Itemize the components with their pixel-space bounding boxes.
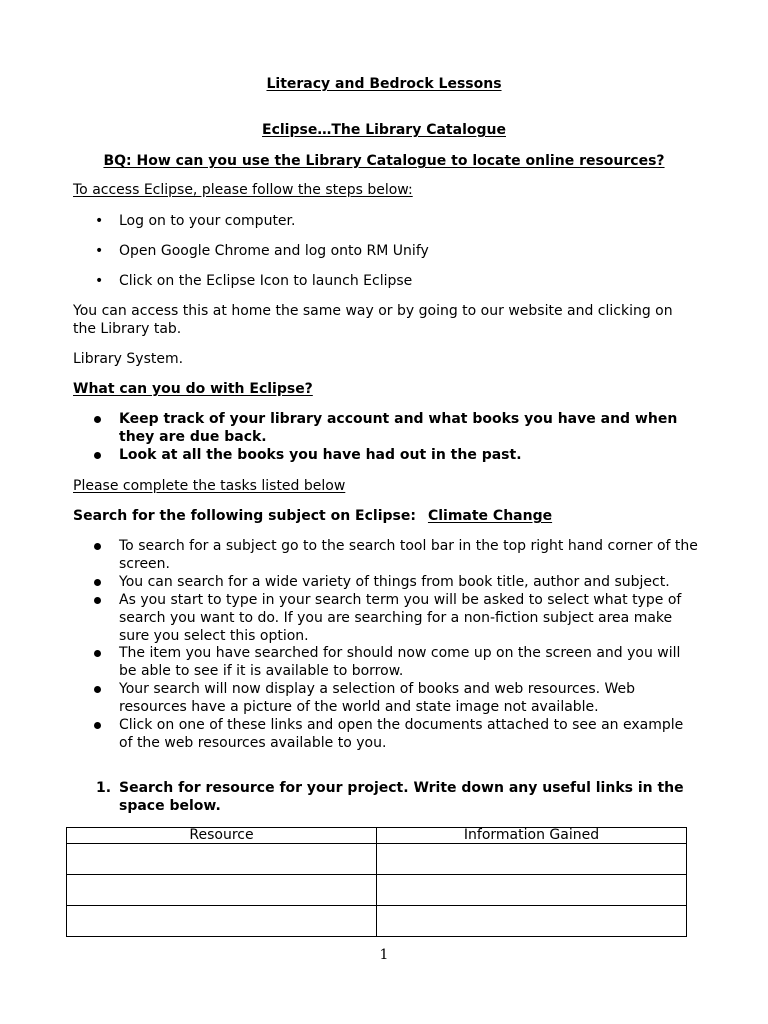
bullet-icon <box>94 722 101 729</box>
search-instruction: As you start to type in your search term you will be asked to select what type of search you want to do. If you are searching for a non-fiction subject area make sure you select this option. <box>119 592 682 644</box>
bullet-icon <box>94 543 101 550</box>
search-instruction-line <box>73 507 552 525</box>
search-instruction: Your search will now display a selection of books and web resources. Web resources have a picture of the world and state image not available. <box>119 681 636 715</box>
task-text: Search for resource for your project. Write down any useful links in the space below. <box>119 780 684 814</box>
big-question: BQ: How can you use the Library Catalogue to locate online resources? <box>103 153 665 169</box>
search-instruction: You can search for a wide variety of things from book title, author and subject. <box>119 574 670 590</box>
resource-cell[interactable] <box>67 875 377 906</box>
column-header-resource: Resource <box>67 828 377 844</box>
page-number: 1 <box>379 947 389 963</box>
task-number: 1. <box>96 780 112 796</box>
information-cell[interactable] <box>377 875 687 906</box>
table-row <box>67 906 687 937</box>
bullet-icon: • <box>95 273 104 289</box>
search-instruction: The item you have searched for should now come up on the screen and you will be able to see if it is available to borrow. <box>119 645 681 679</box>
what-item: Look at all the books you have had out in the past. <box>119 447 522 463</box>
column-header-information: Information Gained <box>377 828 687 844</box>
search-instruction: To search for a subject go to the search tool bar in the top right hand corner of the screen. <box>119 538 698 572</box>
access-heading: To access Eclipse, please follow the steps below: <box>73 182 413 198</box>
table-header-row <box>67 828 687 844</box>
search-subject: Climate Change <box>427 508 553 524</box>
bullet-icon <box>94 416 101 423</box>
resource-cell[interactable] <box>67 844 377 875</box>
document-title: Literacy and Bedrock Lessons <box>266 76 502 92</box>
bullet-icon: • <box>95 243 104 259</box>
resources-table <box>66 827 687 937</box>
bullet-icon <box>94 579 101 586</box>
table-row <box>67 875 687 906</box>
bullet-icon <box>94 686 101 693</box>
resource-cell[interactable] <box>67 906 377 937</box>
bullet-icon <box>94 452 101 459</box>
bullet-icon <box>94 650 101 657</box>
search-instruction: Click on one of these links and open the documents attached to see an example of the web resources available to you. <box>119 717 684 751</box>
home-access-text: You can access this at home the same way or by going to our website and clicking on the Library tab. <box>73 303 673 337</box>
document-subtitle: Eclipse…The Library Catalogue <box>262 122 506 138</box>
tasks-heading: Please complete the tasks listed below <box>73 478 346 494</box>
search-label: Search for the following subject on Eclipse: <box>73 508 416 524</box>
library-system-text: Library System. <box>73 351 184 367</box>
access-step: Open Google Chrome and log onto RM Unify <box>119 243 429 259</box>
what-item: Keep track of your library account and what books you have and when they are due back. <box>119 411 678 445</box>
access-step: Log on to your computer. <box>119 213 296 229</box>
table-row <box>67 844 687 875</box>
access-step: Click on the Eclipse Icon to launch Eclipse <box>119 273 413 289</box>
information-cell[interactable] <box>377 844 687 875</box>
information-cell[interactable] <box>377 906 687 937</box>
what-heading: What can you do with Eclipse? <box>73 381 313 397</box>
bullet-icon <box>94 597 101 604</box>
bullet-icon: • <box>95 213 104 229</box>
